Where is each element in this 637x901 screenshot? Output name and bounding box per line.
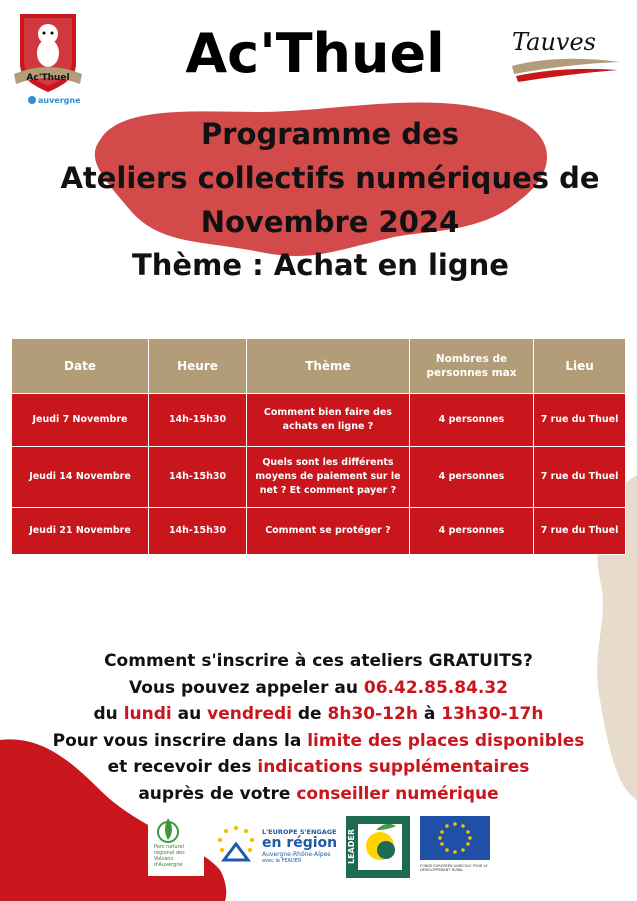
theme-heading: Thème : Achat en ligne <box>132 248 509 282</box>
table-row <box>12 447 626 508</box>
region-mid-label: en région <box>262 835 338 851</box>
registration-info <box>20 648 617 807</box>
leader-label: LEADER <box>347 828 357 865</box>
site-title: Ac'Thuel <box>185 22 445 85</box>
leader-logo <box>346 816 410 878</box>
cell-max: 4 personnes <box>409 394 533 447</box>
day-start: lundi <box>123 704 172 724</box>
col-header-max: Nombres de personnes max <box>409 339 533 394</box>
info-text: à <box>417 704 442 724</box>
volcans-park-logo <box>148 814 204 876</box>
headline-line1: Programme des <box>201 117 459 151</box>
day-end: vendredi <box>207 704 292 724</box>
cell-lieu: 7 rue du Thuel <box>534 394 626 447</box>
cell-max: 4 personnes <box>409 508 533 555</box>
info-text: auprès de votre <box>138 783 297 804</box>
col-header-heure: Heure <box>149 339 247 394</box>
info-hours-line <box>20 701 617 728</box>
eu-flag-logo <box>420 816 490 874</box>
headline-line2: Ateliers collectifs numériques de <box>60 161 600 195</box>
cell-heure: 14h-15h30 <box>149 394 247 447</box>
col-header-theme: Thème <box>247 339 410 394</box>
morning-hours: 8h30-12h <box>327 704 418 724</box>
col-header-lieu: Lieu <box>534 339 626 394</box>
tauves-logo <box>508 24 623 84</box>
col-header-date: Date <box>12 339 149 394</box>
cell-theme: Quels sont les différents moyens de paiement sur le net ? Et comment payer ? <box>247 447 410 508</box>
table-header-row <box>12 339 626 394</box>
phone-number[interactable]: 06.42.85.84.32 <box>363 677 509 698</box>
region-top-label: L'EUROPE S'ENGAGE <box>262 828 337 836</box>
cell-date: Jeudi 21 Novembre <box>12 508 149 555</box>
info-phone-line <box>20 675 617 702</box>
programme-headline <box>40 112 620 244</box>
cell-heure: 14h-15h30 <box>149 447 247 508</box>
info-text: de <box>291 704 328 724</box>
cell-date: Jeudi 14 Novembre <box>12 447 149 508</box>
info-limit-line <box>20 728 617 755</box>
svg-text:Ac'Thuel: Ac'Thuel <box>26 73 70 83</box>
info-question: Comment s'inscrire à ces ateliers GRATUITS? <box>104 651 533 671</box>
table-row <box>12 508 626 555</box>
svg-text:Tauves: Tauves <box>512 28 596 56</box>
table-row <box>12 394 626 447</box>
info-advisor-line <box>20 781 617 808</box>
cell-lieu: 7 rue du Thuel <box>534 447 626 508</box>
region-bottom-label: Auvergne-Rhône-Alpes <box>262 851 331 858</box>
info-text: Vous pouvez appeler au <box>128 677 364 698</box>
info-highlight: limite des places disponibles <box>307 730 585 751</box>
europe-stars-icon <box>208 820 264 870</box>
volcans-label: Parc naturel régional des Volcans d'Auvergne <box>154 844 185 868</box>
cell-max: 4 personnes <box>409 447 533 508</box>
info-text: et recevoir des <box>107 757 258 777</box>
info-highlight: conseiller numérique <box>296 783 499 804</box>
cell-theme: Comment bien faire des achats en ligne ? <box>247 394 410 447</box>
afternoon-hours: 13h30-17h <box>441 704 544 724</box>
info-highlight: indications supplémentaires <box>257 757 530 777</box>
region-auvergne-rhone-alpes-logo <box>262 828 342 876</box>
cell-lieu: 7 rue du Thuel <box>534 508 626 555</box>
cell-theme: Comment se protéger ? <box>247 508 410 555</box>
info-indications-line <box>20 754 617 781</box>
actheuel-logo <box>12 8 84 108</box>
cell-heure: 14h-15h30 <box>149 508 247 555</box>
info-text: Pour vous inscrire dans la <box>52 730 308 751</box>
info-text: au <box>171 704 208 724</box>
region-fund-label: avec le FEADER <box>262 858 302 864</box>
svg-text:auvergne: auvergne <box>38 96 81 105</box>
info-text: du <box>93 704 124 724</box>
workshop-schedule-table <box>11 338 626 555</box>
cell-date: Jeudi 7 Novembre <box>12 394 149 447</box>
eu-caption: FONDS EUROPÉEN AGRICOLE POUR LE DÉVELOPPEMENT RURAL <box>420 864 488 872</box>
headline-line3: Novembre 2024 <box>200 205 460 239</box>
